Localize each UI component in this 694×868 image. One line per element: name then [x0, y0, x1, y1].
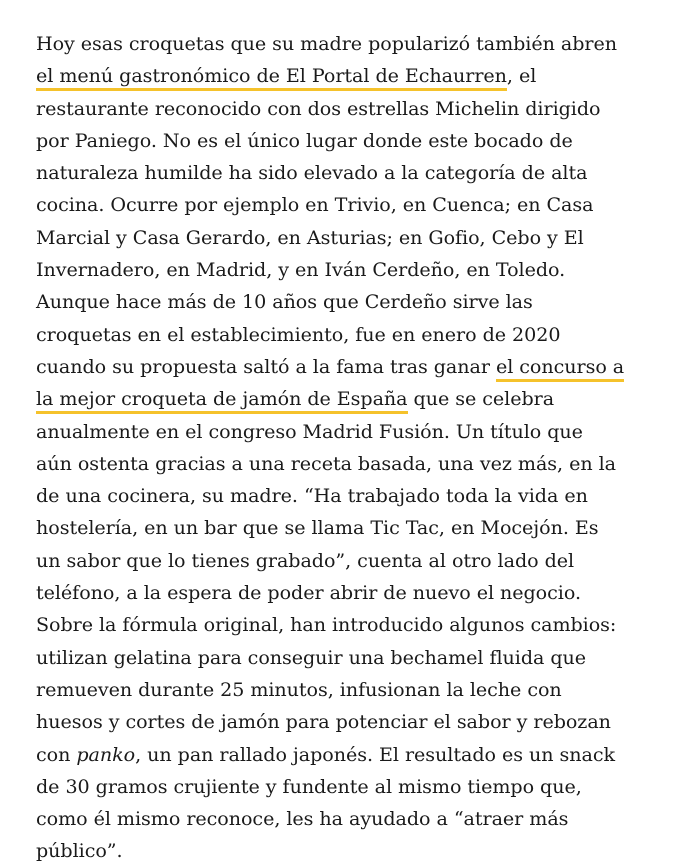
line-segment: , el: [506, 64, 537, 88]
line-segment: cuando su propuesta saltó a la fama tras ganar: [36, 354, 496, 378]
link-el-portal-de-echaurren[interactable]: el menú gastronómico de El Portal de Echaurren: [36, 64, 507, 91]
text-line: naturaleza humilde ha sido elevado a la categoría de alta: [36, 161, 588, 185]
text-line: Invernadero, en Madrid, y en Iván Cerdeño, en Toledo.: [36, 258, 566, 282]
text-line: de una cocinera, su madre. “Ha trabajado toda la vida en: [36, 484, 588, 508]
text-line: por Paniego. No es el único lugar donde este bocado de: [36, 128, 573, 152]
link-concurso-croqueta-part-1[interactable]: el concurso a: [496, 355, 624, 382]
line-segment: que se celebra: [407, 387, 555, 411]
text-line: cocina. Ocurre por ejemplo en Trivio, en Cuenca; en Casa: [36, 193, 594, 217]
text-line: hostelería, en un bar que se llama Tic Tac, en Mocejón. Es: [36, 516, 599, 540]
text-line: como él mismo reconoce, les ha ayudado a “atraer más: [36, 807, 569, 831]
text-line: [36, 383, 684, 415]
line-segment: , un pan rallado japonés. El resultado es un snack: [135, 742, 615, 766]
text-line: aún ostenta gracias a una receta basada, una vez más, en la: [36, 451, 616, 475]
text-line: Sobre la fórmula original, han introducido algunos cambios:: [36, 613, 617, 637]
text-line: huesos y cortes de jamón para potenciar el sabor y rebozan: [36, 710, 611, 734]
text-line: un sabor que lo tienes grabado”, cuenta al otro lado del: [36, 548, 575, 572]
text-line: [36, 351, 684, 383]
text-line: de 30 gramos crujiente y fundente al mismo tiempo que,: [36, 774, 582, 798]
text-line: Marcial y Casa Gerardo, en Asturias; en Gofio, Cebo y El: [36, 225, 584, 249]
text-line: anualmente en el congreso Madrid Fusión. Un título que: [36, 419, 583, 443]
text-line: público”.: [36, 839, 123, 863]
text-line: Aunque hace más de 10 años que Cerdeño sirve las: [36, 290, 533, 314]
text-line: remueven durante 25 minutos, infusionan la leche con: [36, 677, 562, 701]
link-concurso-croqueta-part-2[interactable]: la mejor croqueta de jamón de España: [36, 387, 408, 414]
text-line: utilizan gelatina para conseguir una bechamel fluida que: [36, 645, 587, 669]
article-paragraph: [36, 28, 684, 868]
text-line: croquetas en el establecimiento, fue en enero de 2020: [36, 322, 561, 346]
italic-term-panko: panko: [76, 742, 136, 766]
text-line: [36, 739, 684, 771]
line-segment: con: [36, 742, 77, 766]
text-line: Hoy esas croquetas que su madre popularizó también abren: [36, 32, 617, 55]
text-line: restaurante reconocido con dos estrellas Michelin dirigido: [36, 96, 601, 120]
text-line: [36, 60, 684, 92]
text-line: teléfono, a la espera de poder abrir de nuevo el negocio.: [36, 581, 581, 605]
